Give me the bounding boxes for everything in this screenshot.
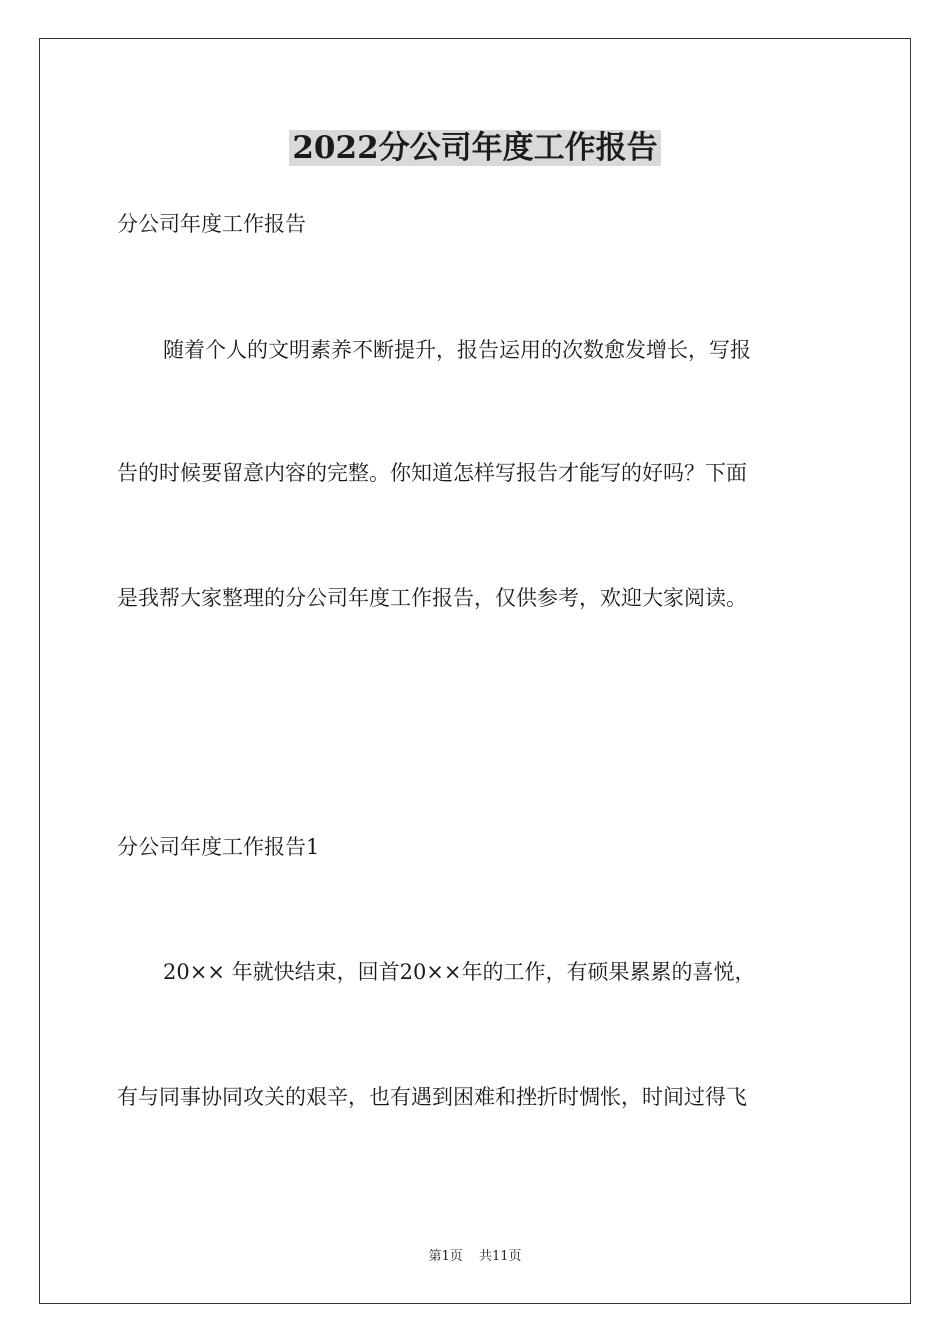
document-title-text: 2022分公司年度工作报告 [289,130,660,166]
section-line-1: 20×× 年就快结束，回首20××年的工作，有硕果累累的喜悦， [163,960,756,984]
page-number: 第1页 [428,1249,463,1264]
document-title [0,128,950,168]
document-subtitle: 分公司年度工作报告 [117,212,306,236]
section-heading: 分公司年度工作报告1 [117,835,320,859]
intro-line-1: 随着个人的文明素养不断提升，报告运用的次数愈发增长，写报 [163,338,751,362]
intro-line-3: 是我帮大家整理的分公司年度工作报告，仅供参考，欢迎大家阅读。 [117,586,747,610]
page-footer [0,1248,950,1266]
section-line-2: 有与同事协同攻关的艰辛，也有遇到困难和挫折时惆怅，时间过得飞 [117,1085,747,1109]
page-total: 共11页 [478,1249,522,1264]
intro-line-2: 告的时候要留意内容的完整。你知道怎样写报告才能写的好吗？下面 [117,461,747,485]
